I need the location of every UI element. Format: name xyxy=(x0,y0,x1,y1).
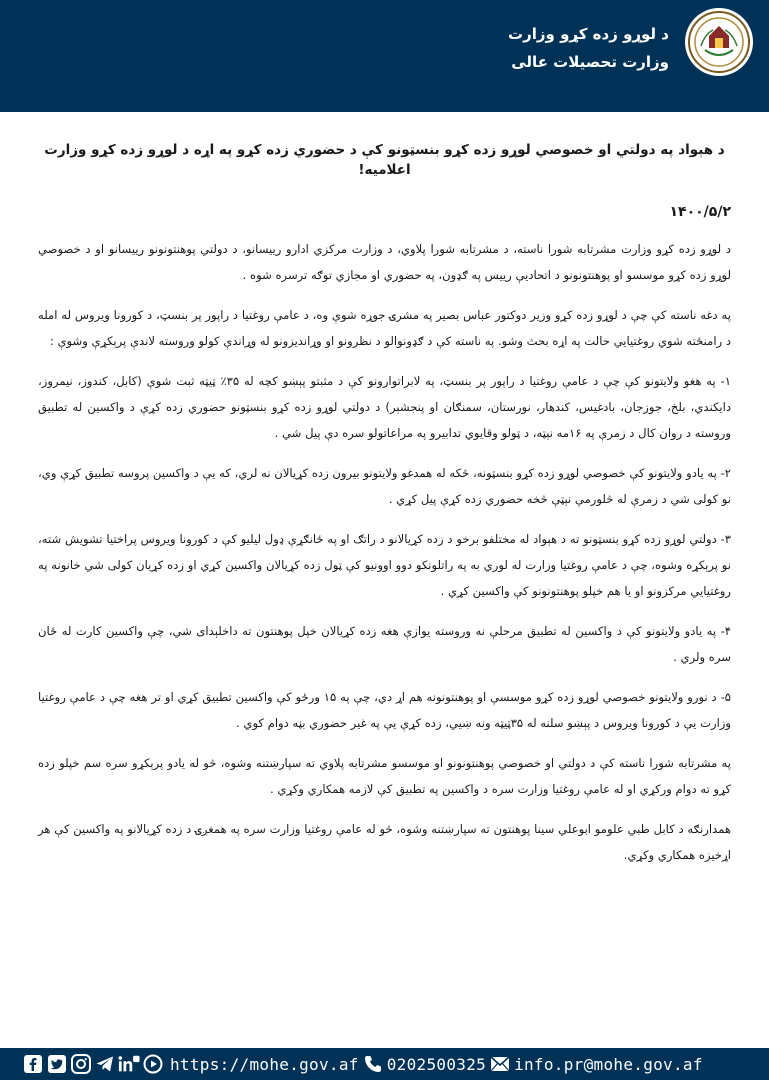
telegram-icon[interactable] xyxy=(94,1053,116,1075)
ministry-name-pashto: د لوړو زده کړو وزارت xyxy=(508,25,669,43)
email-icon xyxy=(490,1054,510,1074)
header-banner xyxy=(0,0,769,112)
email-address[interactable]: info.pr@mohe.gov.af xyxy=(514,1054,703,1074)
paragraph-recommendation: په مشرتابه شورا ناسته کې د دولتي او خصوصي پوهنتونونو او موسسو مشرتابه پلاوي ته سپارښتنه وشوه، څو له یادو پرېکړو سره سم خپلو زده کړو ته دوام ورکړي او له عامې روغتیا وزارت سره د واکسین په تطبیق کې لازمه همکاري وکړي . xyxy=(38,756,731,796)
paragraph-decision-4: ۴- په یادو ولایتونو کې د واکسین له تطبیق مرحلې نه وروسته یوازې هغه زده کړیالان خپل پوهنتون ته داخلېدای شي، چې واکسین کارت له ځان سره ولري . xyxy=(38,624,731,664)
paragraph-decision-1: ۱- په هغو ولایتونو کې چې د عامې روغتیا د راپور پر بنسټ، په لابراتوارونو کې د مثبتو پېښو کچه له ۳۵٪ ټیټه ثبت شوې (کابل، کندوز، نیمروز، دایکندي، بلخ، جوزجان، بادغیس، کندهار، نورستان، سمنګان او پنجشېر) د دولتي لوړو زده کړو بنسټونو حضوري زده کړې د واکسین له تطبیق وروسته د روان کال د زمرې په ۱۶مه نېټه، د ټولو وقایوي تدابیرو په مراعاتولو سره دې پیل شي . xyxy=(38,374,731,440)
announcement-body xyxy=(38,128,731,868)
ministry-name xyxy=(508,22,669,74)
phone-icon xyxy=(363,1054,383,1074)
footer-bar xyxy=(0,1048,769,1080)
paragraph-decision-3: ۳- دولتي لوړو زده کړو بنسټونو ته د هېواد له مختلفو برخو د زده کړیالانو د راتګ او په ځانګړې ډول لیلیو کې د کورونا ویروس پراختیا تشویش شته، نو پرېکړه وشوه، چې د عامې روغتیا وزارت له لوري به په راتلونکو دوو اوونیو کې ټول زده کړیالان واکسین کړي او زده کړیان کولی شي خانونه په روغتیایي مرکزونو او یا هم خپلو پوهنتونونو کې واکسین کړي . xyxy=(38,532,731,598)
website-link[interactable]: https://mohe.gov.af xyxy=(170,1054,359,1074)
phone-number[interactable]: 0202500325 xyxy=(386,1054,487,1074)
facebook-icon[interactable] xyxy=(22,1053,44,1075)
paragraph-decision-2: ۲- په یادو ولایتونو کې خصوصي لوړو زده کړو بنسټونه، څکه له همدغو ولایتونو بیرون زده کړیالان نه لري، که یې د واکسین پروسه تطبیق کړې وي، نو کولی شي د زمرې له څلورمې نېټې څخه حضوري زده کړې پیل کړي . xyxy=(38,466,731,506)
announcement-date: ۱۴۰۰/۵/۲ xyxy=(669,204,731,220)
announcement-title: د هېواد په دولتي او خصوصي لوړو زده کړو بنسټونو کې د حضوري زده کړو په اړه د لوړو زده کړو وزارت اعلامیه! xyxy=(44,142,725,178)
ministry-name-dari: وزارت تحصیلات عالی xyxy=(511,53,669,71)
paragraph-intro: د لوړو زده کړو وزارت مشرتابه شورا ناسته، د مشرتابه شورا پلاوي، د وزارت مرکزي ادارو رییسانو، د دولتي پوهنتونونو رییسانو او د خصوصي لوړو زده کړو موسسو او پوهنتونونو د اتحادیې رییس په ګډون، په حضوري او مجازي توګه ترسره شوه . xyxy=(38,242,731,282)
youtube-icon[interactable] xyxy=(142,1053,164,1075)
paragraph-meeting: په دغه ناسته کې چې د لوړو زده کړو وزیر دوکتور عباس بصیر په مشرۍ جوړه شوې وه، د عامې روغتیا د راپور پر بنسټ، د کورونا ویروس له امله د رامنځته شوي روغتیایي حالت په اړه بحث وشو. په ناسته کې د ګډونوالو د نظرونو او وړاندیزونو له وړاندې کولو وروسته لاندې پرېکړې وشوې : xyxy=(38,308,731,348)
paragraph-closing: همدارنګه د کابل طبي علومو ابوعلي سینا پوهنتون ته سپارښتنه وشوه، څو له عامې روغتیا وزارت سره په همغږۍ د زده کړیالانو په واکسین کې هر اړخیزه همکاري وکړي. xyxy=(38,822,731,862)
instagram-icon[interactable] xyxy=(70,1053,92,1075)
linkedin-icon[interactable] xyxy=(118,1053,140,1075)
paragraph-decision-5: ۵- د نورو ولایتونو خصوصي لوړو زده کړو موسسې او پوهنتونونه هم اړ دي، چې په ۱۵ ورځو کې واکسین تطبیق کړي او تر هغه چې د عامې روغتیا وزارت یې د کورونا ویروس د پېښو سلنه له ۳۵ټیټه ونه ښیي، زده کړې یې په غیر حضوري بڼه دوام کوي . xyxy=(38,690,731,730)
ministry-seal-icon xyxy=(683,6,755,78)
twitter-icon[interactable] xyxy=(46,1053,68,1075)
